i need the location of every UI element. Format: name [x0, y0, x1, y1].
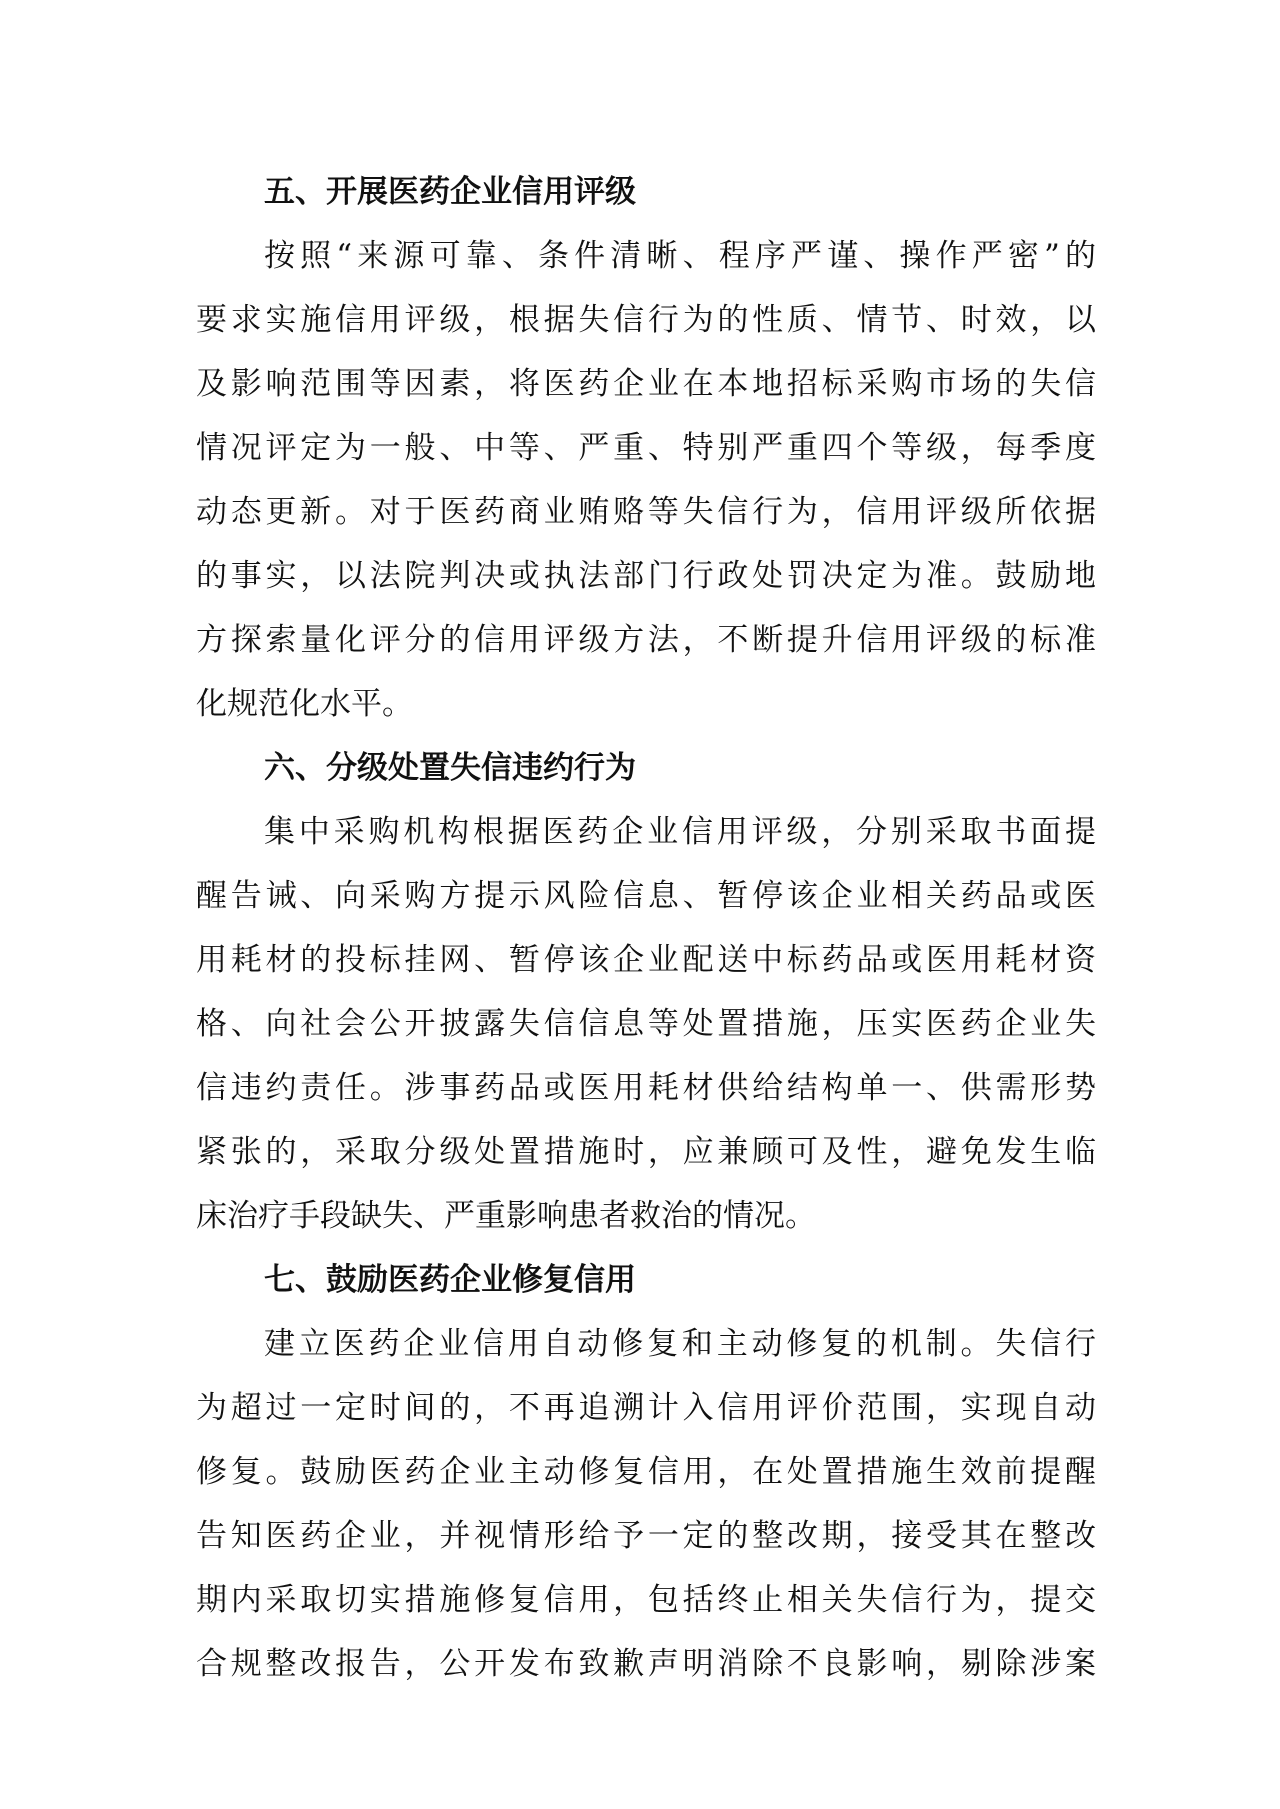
text-line: 及影响范围等因素，将医药企业在本地招标采购市场的失信 [196, 366, 1096, 402]
text-line: 建立医药企业信用自动修复和主动修复的机制。失信行 [264, 1326, 1096, 1362]
text-line: 化规范化水平。 [196, 686, 413, 722]
text-line: 期内采取切实措施修复信用，包括终止相关失信行为，提交 [196, 1582, 1096, 1618]
text-line: 告知医药企业，并视情形给予一定的整改期，接受其在整改 [196, 1518, 1096, 1554]
text-line: 合规整改报告，公开发布致歉声明消除不良影响，剔除涉案 [196, 1646, 1096, 1682]
text-line: 按照“来源可靠、条件清晰、程序严谨、操作严密”的 [264, 238, 1096, 274]
section-heading-5: 五、开展医药企业信用评级 [264, 174, 636, 210]
text-line: 醒告诫、向采购方提示风险信息、暂停该企业相关药品或医 [196, 878, 1096, 914]
text-line: 动态更新。对于医药商业贿赂等失信行为，信用评级所依据 [196, 494, 1096, 530]
text-line: 修复。鼓励医药企业主动修复信用，在处置措施生效前提醒 [196, 1454, 1096, 1490]
section-paragraph-5 [196, 224, 1096, 736]
text-line: 的事实，以法院判决或执法部门行政处罚决定为准。鼓励地 [196, 558, 1096, 594]
section-paragraph-7 [196, 1312, 1096, 1696]
section-heading-7: 七、鼓励医药企业修复信用 [264, 1262, 636, 1298]
text-line: 方探索量化评分的信用评级方法，不断提升信用评级的标准 [196, 622, 1096, 658]
text-line: 要求实施信用评级，根据失信行为的性质、情节、时效，以 [196, 302, 1096, 338]
text-line: 信违约责任。涉事药品或医用耗材供给结构单一、供需形势 [196, 1070, 1096, 1106]
document-body [196, 160, 1096, 1696]
text-line: 紧张的，采取分级处置措施时，应兼顾可及性，避免发生临 [196, 1134, 1096, 1170]
text-line: 床治疗手段缺失、严重影响患者救治的情况。 [196, 1198, 816, 1234]
section-heading-6: 六、分级处置失信违约行为 [264, 750, 636, 786]
text-line: 格、向社会公开披露失信信息等处置措施，压实医药企业失 [196, 1006, 1096, 1042]
text-line: 为超过一定时间的，不再追溯计入信用评价范围，实现自动 [196, 1390, 1096, 1426]
text-line: 用耗材的投标挂网、暂停该企业配送中标药品或医用耗材资 [196, 942, 1096, 978]
text-line: 情况评定为一般、中等、严重、特别严重四个等级，每季度 [196, 430, 1096, 466]
section-paragraph-6 [196, 800, 1096, 1248]
text-line: 集中采购机构根据医药企业信用评级，分别采取书面提 [264, 814, 1096, 850]
